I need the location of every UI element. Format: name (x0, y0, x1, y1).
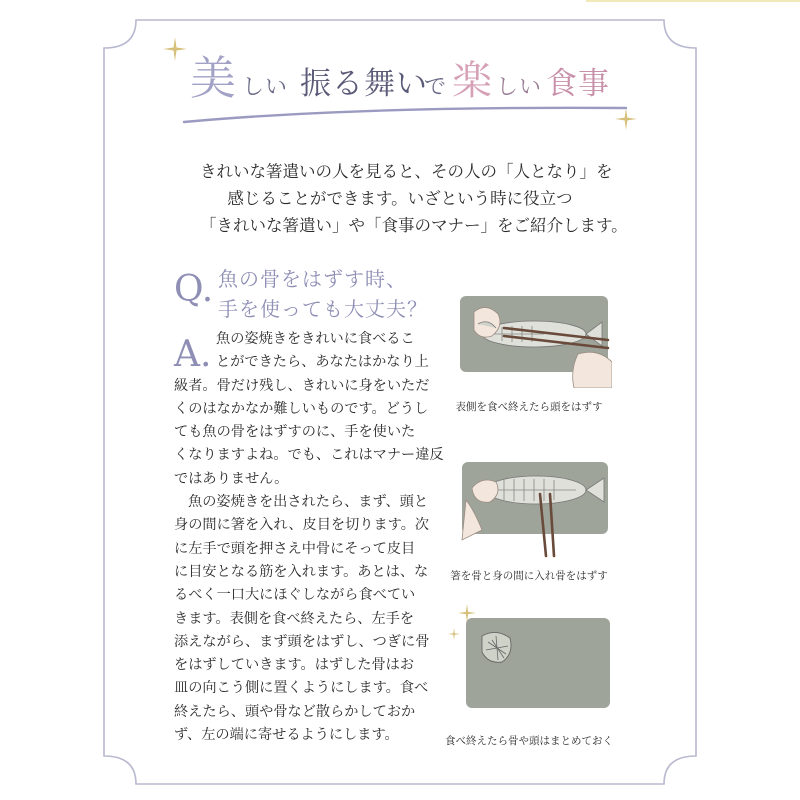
title-segment: しい (496, 75, 543, 100)
answer-mark-label: A. (174, 334, 212, 375)
question-line: 手を使っても大丈夫？ (218, 297, 428, 321)
answer-line: くなりますよね。でも、これはマナー違反 (174, 447, 444, 464)
question-mark-label: Q. (174, 269, 214, 310)
title-underline-swoosh (180, 98, 630, 128)
answer-line: ても魚の骨をはずすのに、手を使いた (174, 424, 416, 441)
answer-line: とができたら、あなたはかなり上 (216, 354, 429, 371)
illustration-caption: 食べ終えたら骨や頭はまとめておく (445, 735, 613, 747)
intro-line: きれいな箸遣いの人を見ると、その人の「人となり」を (200, 162, 613, 181)
answer-line: ではありません。 (174, 470, 289, 487)
answer-line: をはずしていきます。はずした骨はお (174, 657, 415, 674)
top-accent-line (586, 0, 800, 2)
illustration-caption: 表側を食べ終えたら頭をはずす (455, 401, 603, 413)
answer-line: 級者。骨だけ残し、きれいに身をいただ (174, 377, 430, 394)
answer-body (174, 328, 444, 747)
title-segment: 食事 (546, 66, 610, 102)
fish-plate-remove-bone-illustration (452, 430, 604, 560)
intro-paragraph (200, 158, 628, 239)
answer-line: 皿の向こう側に置くようにします。食べ (174, 680, 429, 697)
answer-line: 終えたら、頭や骨など散らかしておか (174, 703, 416, 720)
answer-line: ず、左の端に寄せるようにします。 (174, 727, 399, 744)
answer-line: るべく一口大にほぐしながら食べてい (174, 587, 416, 604)
answer-line: 添えながら、まず頭をはずし、つぎに骨 (174, 633, 430, 650)
intro-line: 「きれいな箸遣い」や「食事のマナー」をご紹介します。 (200, 216, 628, 235)
answer-line: くのはなかなか難しいものです。どうし (174, 400, 429, 417)
illustration-caption: 箸を骨と身の間に入れ骨をはずす (450, 570, 608, 582)
title-segment: しい (242, 75, 289, 100)
title-segment: 楽 (452, 58, 492, 104)
question-line: 魚の骨をはずす時、 (218, 267, 407, 291)
answer-line: きます。表側を食べ終えたら、左手を (174, 610, 415, 627)
intro-line: 感じることができます。いざという時に役立つ (227, 189, 573, 208)
sparkle-icon (163, 37, 187, 61)
answer-line: 魚の姿焼きをきれいに食べるこ (216, 331, 415, 347)
fish-plate-finished-illustration (452, 600, 604, 712)
fish-plate-remove-head-illustration (452, 278, 604, 388)
question-heading (218, 264, 428, 324)
answer-line: 身の間に箸を入れ、皮目を切ります。次 (174, 517, 430, 534)
title-segment: で (424, 75, 447, 100)
title-segment: 振る舞い (300, 66, 428, 102)
title-segment: 美 (190, 51, 236, 105)
answer-line: に目安となる筋を入れます。あとは、な (174, 563, 429, 580)
answer-line: に左手で頭を押さえ中骨にそって皮目 (174, 540, 416, 557)
answer-line: 魚の姿焼きを出されたら、まず、頭と (188, 494, 429, 511)
